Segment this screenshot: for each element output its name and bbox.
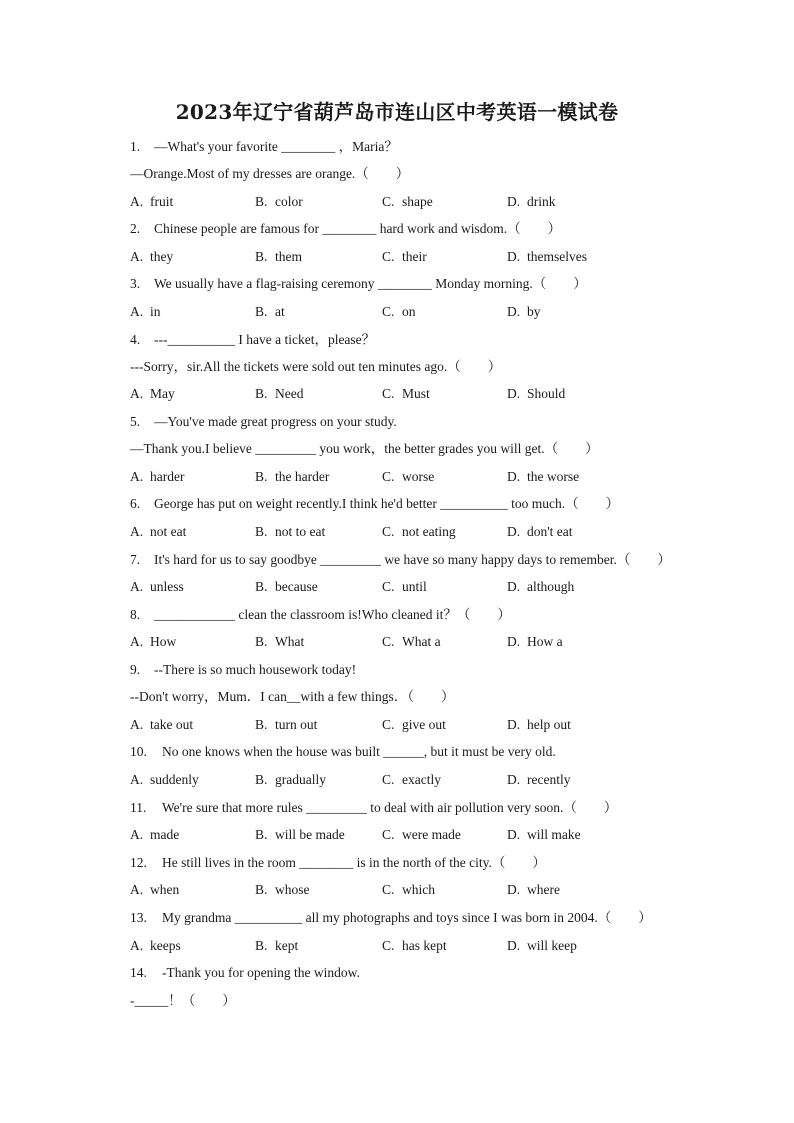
option-letter: C.	[382, 882, 395, 897]
option-b	[255, 632, 304, 652]
option-b	[255, 467, 329, 487]
option-letter: B.	[255, 469, 268, 484]
option-text: them	[275, 249, 302, 264]
question-stem	[130, 853, 546, 873]
option-a	[130, 467, 184, 487]
option-letter: C.	[382, 579, 395, 594]
option-letter: A.	[130, 249, 144, 264]
option-d	[507, 302, 541, 322]
option-c	[382, 715, 446, 735]
question-stem	[130, 742, 556, 762]
option-text: will keep	[527, 938, 577, 953]
option-letter: C.	[382, 717, 395, 732]
option-text: fruit	[150, 194, 174, 209]
question-number: 3.	[130, 276, 141, 291]
option-text: worse	[402, 469, 435, 484]
option-text: What a	[402, 634, 441, 649]
option-text: help out	[527, 717, 571, 732]
option-text: Must	[402, 386, 430, 401]
option-text: whose	[275, 882, 310, 897]
question-number: 4.	[130, 332, 141, 347]
option-letter: B.	[255, 882, 268, 897]
option-text: will be made	[275, 827, 345, 842]
option-letter: B.	[255, 634, 268, 649]
option-a	[130, 936, 181, 956]
option-a	[130, 247, 173, 267]
option-letter: C.	[382, 386, 395, 401]
question-number: 10.	[130, 744, 147, 759]
question-text: Chinese people are famous for ________ hard work and wisdom.（ ）	[154, 221, 562, 236]
question-number: 6.	[130, 496, 141, 511]
question-text: No one knows when the house was built ______, but it must be very old.	[162, 744, 556, 759]
option-text: the harder	[275, 469, 330, 484]
option-a	[130, 192, 173, 212]
option-c	[382, 467, 434, 487]
option-letter: B.	[255, 827, 268, 842]
option-text: How	[150, 634, 177, 649]
option-b	[255, 384, 303, 404]
question-text: —Thank you.I believe _________ you work，the better grades you will get.（ ）	[130, 441, 599, 456]
question-text: —Orange.Most of my dresses are orange.（ ）	[130, 166, 410, 181]
option-text: shape	[402, 194, 433, 209]
option-letter: D.	[507, 304, 521, 319]
option-b	[255, 880, 310, 900]
option-letter: B.	[255, 386, 268, 401]
option-letter: A.	[130, 524, 144, 539]
question-stem	[130, 798, 617, 818]
option-d	[507, 825, 581, 845]
option-text: Need	[275, 386, 304, 401]
option-d	[507, 384, 565, 404]
option-letter: B.	[255, 772, 268, 787]
option-a	[130, 825, 179, 845]
option-c	[382, 384, 430, 404]
option-a	[130, 577, 184, 597]
option-b	[255, 192, 303, 212]
option-b	[255, 825, 345, 845]
option-letter: D.	[507, 938, 521, 953]
option-text: May	[150, 386, 175, 401]
option-letter: B.	[255, 938, 268, 953]
option-text: will make	[527, 827, 581, 842]
option-text: themselves	[527, 249, 587, 264]
option-text: kept	[275, 938, 299, 953]
question-number: 5.	[130, 414, 141, 429]
question-stem	[130, 330, 375, 350]
option-letter: C.	[382, 634, 395, 649]
option-c	[382, 247, 427, 267]
option-d	[507, 467, 579, 487]
question-stem	[130, 908, 652, 928]
question-line	[130, 439, 599, 459]
option-d	[507, 715, 571, 735]
option-letter: B.	[255, 717, 268, 732]
question-text: George has put on weight recently.I think he'd better __________ too much.（ ）	[154, 496, 620, 511]
option-a	[130, 715, 193, 735]
question-text: —What's your favorite ________ ，Maria？	[154, 139, 398, 154]
option-b	[255, 577, 318, 597]
question-number: 13.	[130, 910, 147, 925]
option-letter: A.	[130, 882, 144, 897]
question-text: —You've made great progress on your study.	[154, 414, 397, 429]
question-stem	[130, 137, 398, 157]
option-text: when	[150, 882, 180, 897]
option-a	[130, 522, 186, 542]
question-stem	[130, 660, 356, 680]
option-text: not eat	[150, 524, 187, 539]
question-stem	[130, 605, 511, 625]
question-line	[130, 687, 455, 707]
question-text: We usually have a flag-raising ceremony ________ Monday morning.（ ）	[154, 276, 587, 291]
option-d	[507, 247, 587, 267]
option-letter: C.	[382, 304, 395, 319]
option-d	[507, 936, 577, 956]
option-letter: B.	[255, 194, 268, 209]
question-text: It's hard for us to say goodbye _________ we have so many happy days to remember.（ ）	[154, 552, 671, 567]
option-letter: C.	[382, 194, 395, 209]
option-text: were made	[402, 827, 461, 842]
option-letter: A.	[130, 579, 144, 594]
option-b	[255, 715, 317, 735]
question-number: 1.	[130, 139, 141, 154]
option-letter: D.	[507, 882, 521, 897]
option-letter: B.	[255, 524, 268, 539]
option-text: in	[150, 304, 161, 319]
option-letter: D.	[507, 579, 521, 594]
option-c	[382, 936, 447, 956]
option-text: the worse	[527, 469, 580, 484]
question-stem	[130, 412, 397, 432]
option-letter: C.	[382, 469, 395, 484]
option-letter: A.	[130, 386, 144, 401]
option-text: they	[150, 249, 174, 264]
option-a	[130, 302, 161, 322]
option-text: recently	[527, 772, 571, 787]
option-letter: C.	[382, 249, 395, 264]
question-number: 12.	[130, 855, 147, 870]
question-stem	[130, 494, 619, 514]
option-text: Should	[527, 386, 566, 401]
option-text: drink	[527, 194, 556, 209]
option-d	[507, 770, 570, 790]
option-text: take out	[150, 717, 194, 732]
option-letter: D.	[507, 524, 521, 539]
option-letter: B.	[255, 304, 268, 319]
question-stem	[130, 274, 587, 294]
option-a	[130, 632, 176, 652]
option-text: has kept	[402, 938, 447, 953]
option-text: turn out	[275, 717, 318, 732]
option-b	[255, 936, 298, 956]
option-c	[382, 577, 427, 597]
question-text: He still lives in the room ________ is in the north of the city.（ ）	[162, 855, 546, 870]
option-text: until	[402, 579, 427, 594]
option-letter: A.	[130, 194, 144, 209]
option-b	[255, 522, 325, 542]
option-c	[382, 302, 416, 322]
question-stem	[130, 219, 561, 239]
question-stem	[130, 963, 360, 983]
option-letter: A.	[130, 469, 144, 484]
option-letter: B.	[255, 249, 268, 264]
option-letter: A.	[130, 304, 144, 319]
option-letter: D.	[507, 717, 521, 732]
question-number: 14.	[130, 965, 147, 980]
option-text: unless	[150, 579, 184, 594]
option-a	[130, 880, 179, 900]
option-letter: D.	[507, 469, 521, 484]
option-text: although	[527, 579, 575, 594]
page-title: 2023年辽宁省葫芦岛市连山区中考英语一模试卷	[175, 100, 619, 124]
option-text: on	[402, 304, 416, 319]
question-number: 2.	[130, 221, 141, 236]
question-text: My grandma __________ all my photographs and toys since I was born in 2004.（ ）	[162, 910, 652, 925]
option-b	[255, 770, 326, 790]
question-number: 7.	[130, 552, 141, 567]
question-text: ---Sorry，sir.All the tickets were sold out ten minutes ago.（ ）	[130, 359, 502, 374]
option-text: What	[275, 634, 305, 649]
option-text: where	[527, 882, 560, 897]
question-number: 8.	[130, 607, 141, 622]
option-c	[382, 880, 435, 900]
option-c	[382, 770, 441, 790]
option-a	[130, 770, 199, 790]
option-b	[255, 247, 302, 267]
option-letter: C.	[382, 938, 395, 953]
option-letter: A.	[130, 772, 144, 787]
option-letter: A.	[130, 938, 144, 953]
option-d	[507, 192, 556, 212]
option-text: by	[527, 304, 541, 319]
option-c	[382, 825, 461, 845]
option-c	[382, 522, 456, 542]
option-letter: A.	[130, 827, 144, 842]
option-text: gradually	[275, 772, 326, 787]
option-c	[382, 192, 433, 212]
option-d	[507, 880, 560, 900]
question-line	[130, 164, 409, 184]
option-letter: D.	[507, 827, 521, 842]
option-text: which	[402, 882, 435, 897]
question-line	[130, 991, 236, 1011]
question-line	[130, 357, 501, 377]
option-letter: C.	[382, 772, 395, 787]
option-letter: D.	[507, 194, 521, 209]
question-text: ____________ clean the classroom is!Who cleaned it？（ ）	[154, 607, 511, 622]
option-text: at	[275, 304, 285, 319]
question-text: ---__________ I have a ticket，please？	[154, 332, 376, 347]
option-a	[130, 384, 175, 404]
option-text: don't eat	[527, 524, 573, 539]
option-letter: C.	[382, 827, 395, 842]
option-b	[255, 302, 285, 322]
option-text: color	[275, 194, 303, 209]
option-letter: C.	[382, 524, 395, 539]
question-number: 11.	[130, 800, 147, 815]
question-text: --There is so much housework today!	[154, 662, 357, 677]
option-text: their	[402, 249, 427, 264]
question-stem	[130, 550, 671, 570]
option-text: keeps	[150, 938, 181, 953]
option-letter: D.	[507, 249, 521, 264]
option-letter: B.	[255, 579, 268, 594]
question-text: -Thank you for opening the window.	[162, 965, 360, 980]
question-text: --Don't worry，Mum．I can__with a few things．（ ）	[130, 689, 455, 704]
option-letter: D.	[507, 772, 521, 787]
option-d	[507, 632, 563, 652]
option-letter: A.	[130, 634, 144, 649]
option-text: harder	[150, 469, 185, 484]
option-text: made	[150, 827, 180, 842]
option-text: give out	[402, 717, 446, 732]
option-letter: A.	[130, 717, 144, 732]
option-letter: D.	[507, 386, 521, 401]
option-d	[507, 522, 573, 542]
option-text: not to eat	[275, 524, 326, 539]
option-text: suddenly	[150, 772, 199, 787]
option-text: not eating	[402, 524, 456, 539]
option-text: because	[275, 579, 318, 594]
question-text: We're sure that more rules _________ to deal with air pollution very soon.（ ）	[162, 800, 618, 815]
option-letter: D.	[507, 634, 521, 649]
question-number: 9.	[130, 662, 141, 677]
option-d	[507, 577, 574, 597]
option-text: How a	[527, 634, 563, 649]
question-text: -_____！（ ）	[130, 993, 236, 1008]
option-text: exactly	[402, 772, 441, 787]
option-c	[382, 632, 441, 652]
